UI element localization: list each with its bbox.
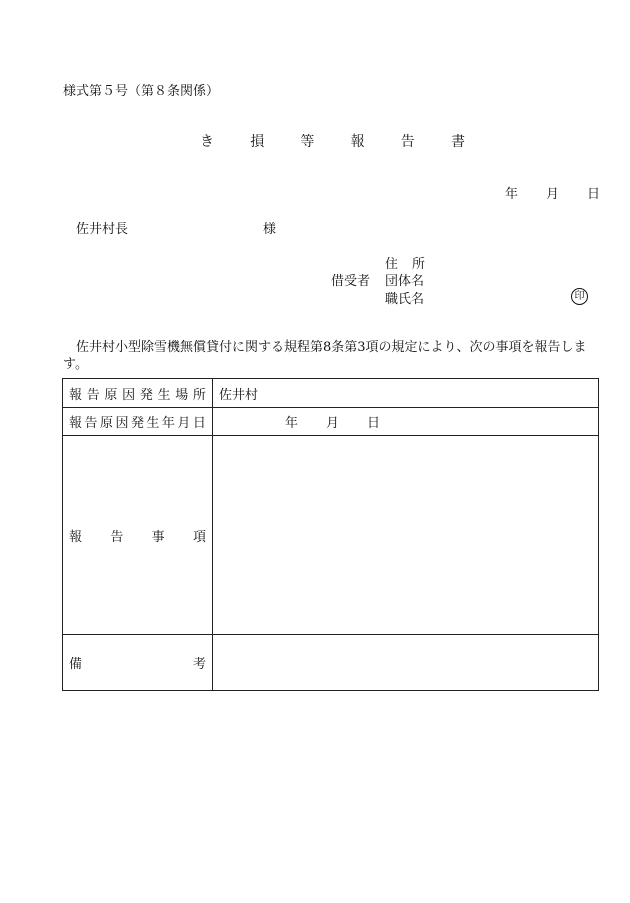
body-text: 佐井村小型除雪機無償貸付に関する規程第8条第3項の規定により、次の事項を報告します。 — [63, 340, 587, 372]
title-char: 報 — [350, 134, 365, 150]
date-month: 月 — [545, 187, 559, 202]
remarks-label: 備 考 — [63, 635, 213, 691]
addressee: 佐井村長 — [76, 222, 129, 237]
date-label: 報 告 原 因 発 生 年 月 日 — [63, 408, 213, 436]
table-row — [63, 436, 599, 635]
form-number: 様式第５号（第８条関係） — [63, 84, 220, 99]
seal-mark: 印 — [571, 288, 588, 305]
title-char: 等 — [300, 134, 315, 150]
table-row — [63, 379, 599, 408]
title-char: 書 — [450, 134, 465, 150]
location-value[interactable]: 佐井村 — [213, 379, 599, 408]
title-char: き — [200, 134, 214, 150]
report-table — [62, 378, 599, 691]
title-char: 損 — [250, 134, 265, 150]
date-day: 日 — [586, 187, 600, 202]
borrower-label: 借受者 — [331, 274, 371, 289]
date-value[interactable]: 年 月 日 — [213, 408, 599, 436]
matters-label: 報 告 事 項 — [63, 436, 213, 635]
organization-label: 団体名 — [385, 274, 425, 289]
date-year: 年 — [505, 187, 519, 202]
location-label: 報 告 原 因 発 生 場 所 — [63, 379, 213, 408]
honorific: 様 — [263, 222, 277, 237]
address-label: 住 所 — [385, 257, 425, 272]
report-date — [505, 183, 600, 202]
table-row — [63, 635, 599, 691]
matters-value[interactable] — [213, 436, 599, 635]
remarks-value[interactable] — [213, 635, 599, 691]
document-title — [200, 131, 465, 151]
table-row — [63, 408, 599, 436]
name-label: 職氏名 — [385, 292, 425, 307]
title-char: 告 — [400, 134, 415, 150]
